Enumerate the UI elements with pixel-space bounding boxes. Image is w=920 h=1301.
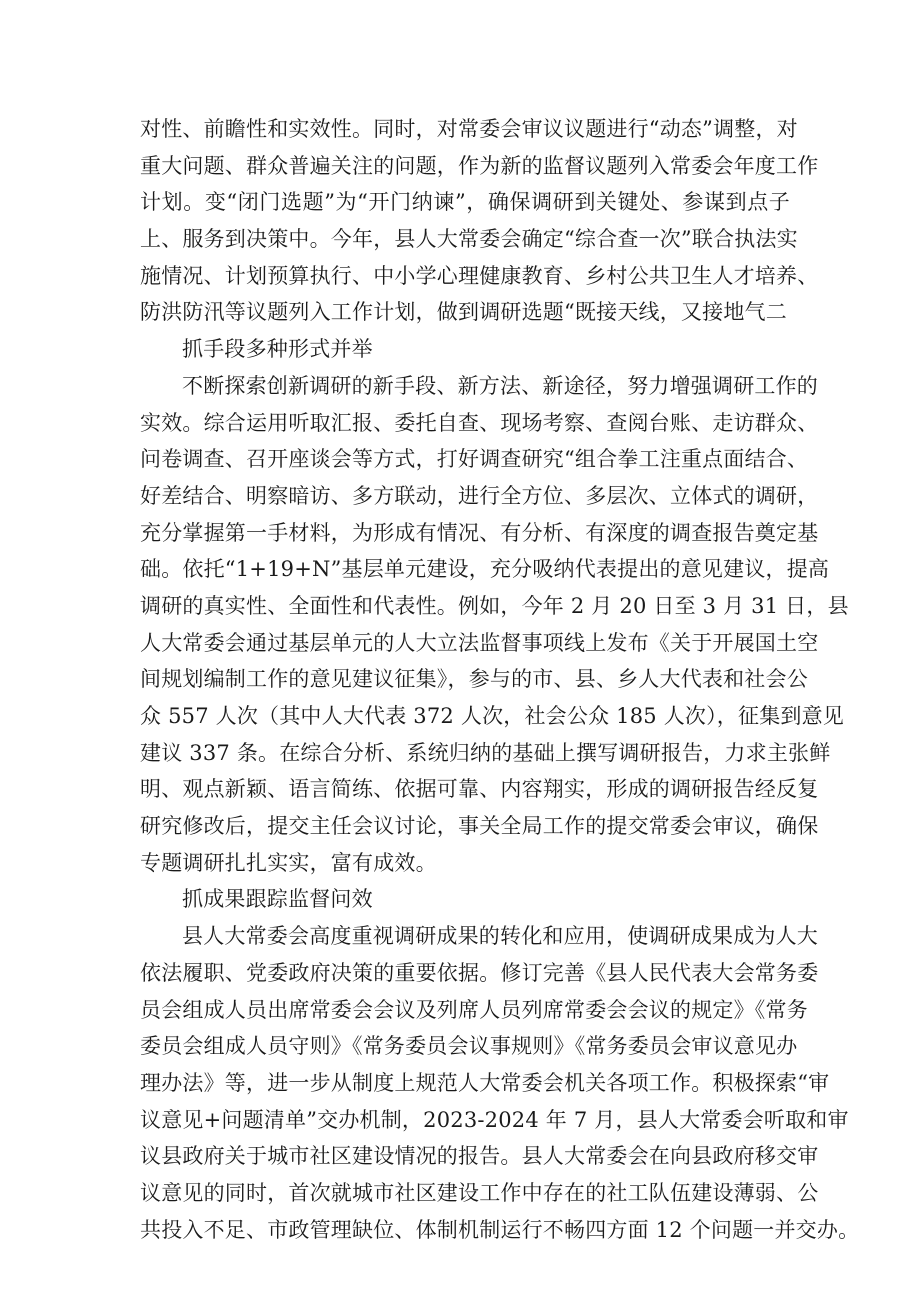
paragraph-line: 专题调研扎扎实实，富有成效。: [140, 850, 437, 875]
paragraph-line: 实效。综合运用听取汇报、委托自查、现场考察、查阅台账、走访群众、: [140, 410, 819, 435]
paragraph-line: 明、观点新颖、语言简练、依据可靠、内容翔实，形成的调研报告经反复: [140, 777, 819, 802]
paragraph-line: 对性、前瞻性和实效性。同时，对常委会审议议题进行“动态”调整，对: [140, 117, 798, 141]
paragraph-line: 上、服务到决策中。今年，县人大常委会确定“综合查一次”联合执法实: [140, 227, 798, 252]
paragraph-line: 依法履职、党委政府决策的重要依据。修订完善《县人民代表大会常务委: [140, 960, 819, 985]
paragraph-line: 不断探索创新调研的新手段、新方法、新途径，努力增强调研工作的: [182, 373, 818, 398]
paragraph-line: 县人大常委会高度重视调研成果的转化和应用，使调研成果成为人大: [182, 924, 818, 949]
paragraph-line: 人大常委会通过基层单元的人大立法监督事项线上发布《关于开展国土空: [140, 630, 819, 655]
paragraph-line: 重大问题、群众普遍关注的问题，作为新的监督议题列入常委会年度工作: [140, 153, 819, 178]
paragraph-line: 委员会组成人员守则》《常务委员会议事规则》《常务委员会审议意见办: [140, 1034, 798, 1059]
paragraph-line: 研究修改后，提交主任会议讨论，事关全局工作的提交常委会审议，确保: [140, 814, 819, 839]
paragraph-line: 计划。变“闭门选题”为“开门纳谏”，确保调研到关键处、参谋到点子: [140, 190, 790, 215]
paragraph-line: 好差结合、明察暗访、多方联动，进行全方位、多层次、立体式的调研，: [140, 483, 819, 508]
paragraph-line: 础。依托“1+19+N”基层单元建设，充分吸纳代表提出的意见建议，提高: [140, 557, 830, 582]
paragraph-line: 议县政府关于城市社区建设情况的报告。县人大常委会在向县政府移交审: [140, 1144, 819, 1169]
section-heading: 抓成果跟踪监督问效: [182, 887, 373, 912]
paragraph-line: 调研的真实性、全面性和代表性。例如，今年 2 月 20 日至 3 月 31 日，县: [140, 593, 849, 618]
paragraph-line: 员会组成人员出席常委会会议及列席人员列席常委会会议的规定》《常务: [140, 997, 808, 1022]
paragraph-line: 防洪防汛等议题列入工作计划，做到调研选题“既接天线，又接地气二: [140, 300, 787, 325]
paragraph-line: 议意见的同时，首次就城市社区建设工作中存在的社工队伍建设薄弱、公: [140, 1180, 819, 1205]
paragraph-line: 议意见+问题清单”交办机制，2023-2024 年 7 月，县人大常委会听取和审: [140, 1107, 849, 1132]
paragraph-line: 建议 337 条。在综合分析、系统归纳的基础上撰写调研报告，力求主张鲜: [140, 740, 831, 765]
paragraph-line: 问卷调查、召开座谈会等方式，打好调查研究“组合拳工注重点面结合、: [140, 447, 809, 472]
paragraph-line: 充分掌握第一手材料，为形成有情况、有分析、有深度的调查报告奠定基: [140, 520, 819, 545]
document-body: [140, 111, 860, 1248]
paragraph-line: 理办法》等，进一步从制度上规范人大常委会机关各项工作。积极探索“审: [140, 1070, 830, 1095]
paragraph-line: 施情况、计划预算执行、中小学心理健康教育、乡村公共卫生人才培养、: [140, 263, 819, 288]
paragraph-line: 间规划编制工作的意见建议征集》，参与的市、县、乡人大代表和社会公: [140, 667, 808, 692]
paragraph-line: 众 557 人次（其中人大代表 372 人次，社会公众 185 人次），征集到意见: [140, 704, 844, 728]
section-heading: 抓手段多种形式并举: [182, 337, 373, 362]
paragraph-line: 共投入不足、市政管理缺位、体制机制运行不畅四方面 12 个问题一并交办。: [140, 1217, 860, 1242]
